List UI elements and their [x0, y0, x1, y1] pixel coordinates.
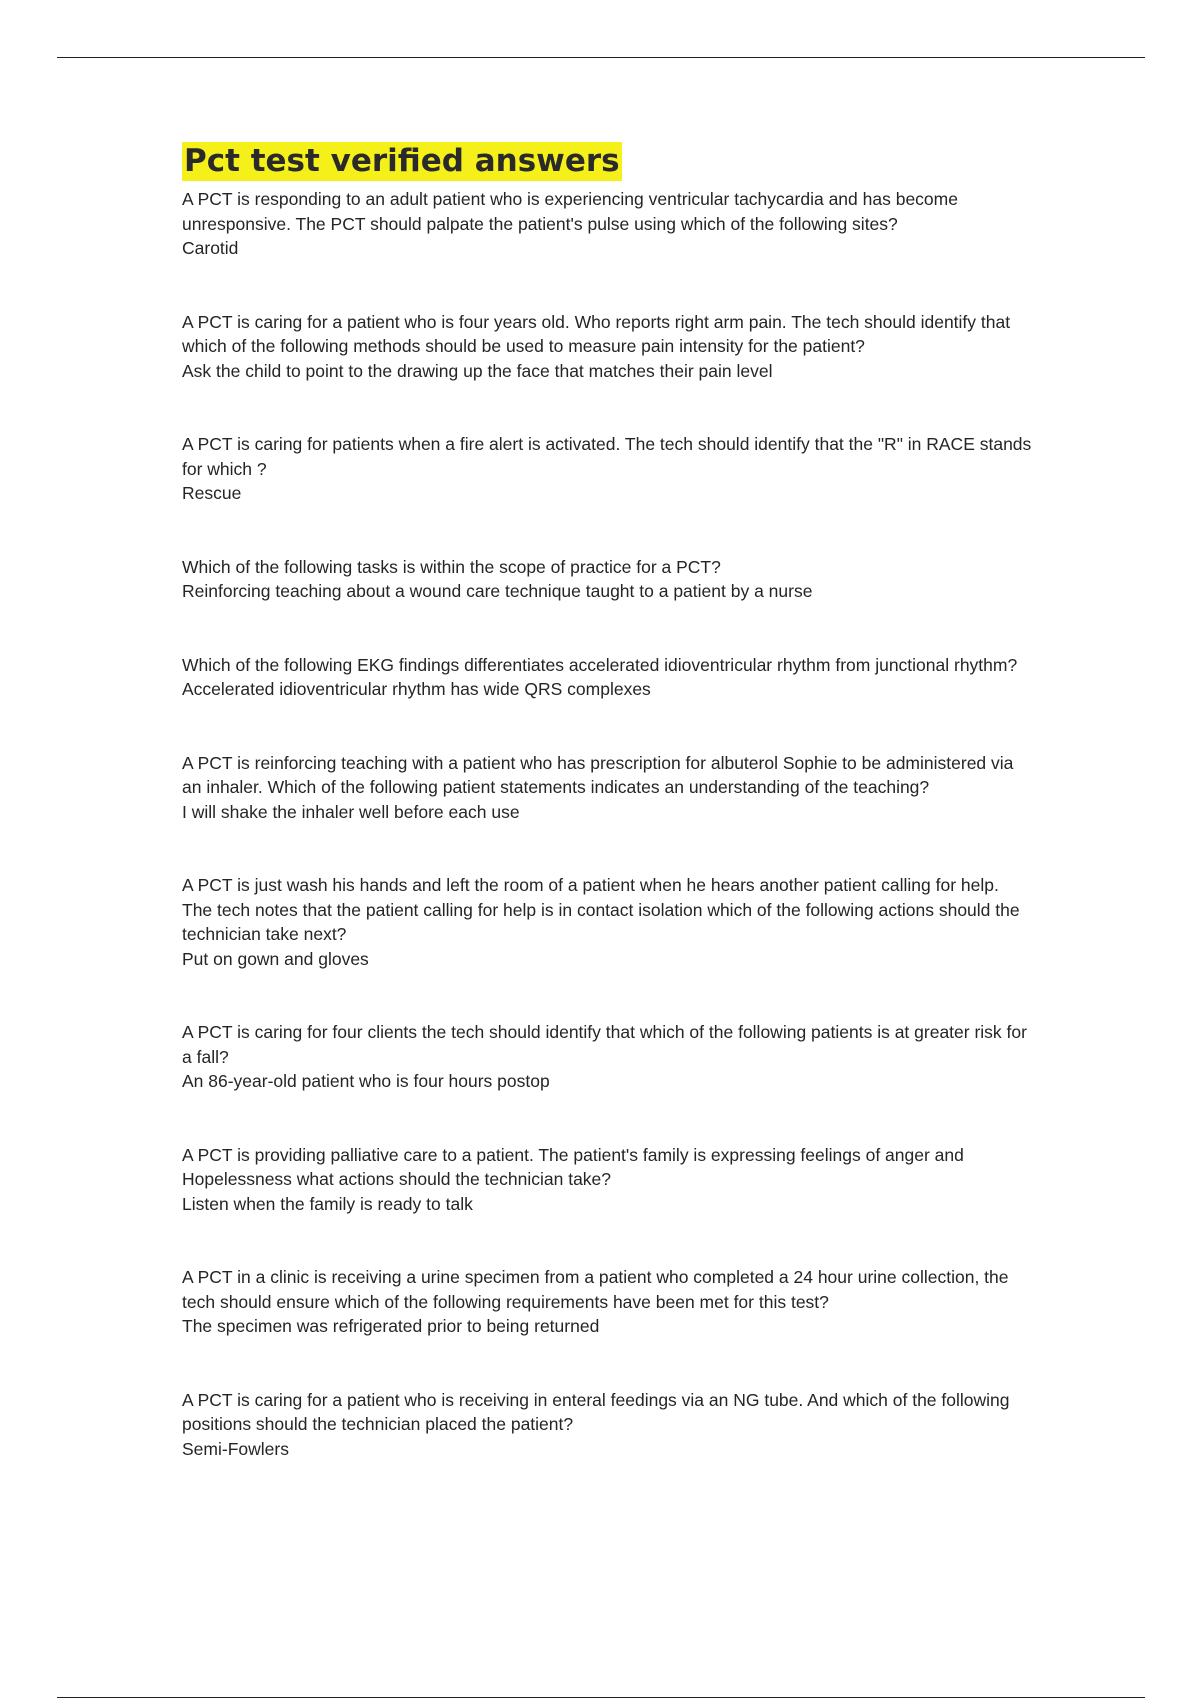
qa-item: [182, 1020, 1032, 1094]
question-text: A PCT in a clinic is receiving a urine specimen from a patient who completed a 24 hour urine collection, the tech should ensure which of the following requirements have been met for this test?: [182, 1267, 1009, 1312]
qa-item: [182, 653, 1032, 702]
answer-text: Carotid: [182, 238, 239, 258]
answer-text: Accelerated idioventricular rhythm has wide QRS complexes: [182, 679, 651, 699]
answer-text: Rescue: [182, 483, 242, 503]
top-rule: [57, 57, 1145, 58]
qa-item: [182, 1388, 1032, 1462]
answer-text: The specimen was refrigerated prior to being returned: [182, 1316, 600, 1336]
answer-text: Reinforcing teaching about a wound care technique taught to a patient by a nurse: [182, 581, 813, 601]
question-text: A PCT is caring for four clients the tech should identify that which of the following patients is at greater risk for a fall?: [182, 1022, 1027, 1067]
qa-item: [182, 555, 1032, 604]
qa-item: [182, 1265, 1032, 1339]
answer-text: Semi-Fowlers: [182, 1438, 289, 1459]
answer-text: Listen when the family is ready to talk: [182, 1193, 473, 1214]
question-text: Which of the following tasks is within the scope of practice for a PCT?: [182, 556, 721, 577]
document-body: [182, 142, 1032, 1510]
qa-item: [182, 1143, 1032, 1217]
question-text: A PCT is caring for patients when a fire alert is activated. The tech should identify that the "R" in RACE stands for which ?: [182, 434, 1032, 479]
qa-item: [182, 751, 1032, 825]
qa-item: [182, 187, 1032, 261]
question-text: A PCT is providing palliative care to a patient. The patient's family is expressing feelings of anger and Hopelessness what actions should the technician take?: [182, 1144, 964, 1189]
answer-text: Ask the child to point to the drawing up the face that matches their pain level: [182, 360, 773, 381]
question-text: A PCT is caring for a patient who is receiving in enteral feedings via an NG tube. And which of the following positions should the technician placed the patient?: [182, 1389, 1010, 1434]
qa-item: [182, 873, 1032, 971]
question-text: A PCT is reinforcing teaching with a patient who has prescription for albuterol Sophie to be administered via an inhaler. Which of the following patient statements indicates an understanding of the teaching?: [182, 752, 1014, 797]
answer-text: An 86-year-old patient who is four hours postop: [182, 1071, 550, 1091]
question-text: A PCT is just wash his hands and left the room of a patient when he hears another patient calling for help. The tech notes that the patient calling for help is in contact isolation which of the following actions should the technician take next?: [182, 875, 1020, 944]
answer-text: Put on gown and gloves: [182, 948, 369, 969]
document-title: Pct test verified answers: [184, 143, 620, 179]
question-text: A PCT is caring for a patient who is four years old. Who reports right arm pain. The tech should identify that which of the following methods should be used to measure pain intensity for the patient?: [182, 311, 1011, 356]
question-text: Which of the following EKG findings differentiates accelerated idioventricular rhythm from junctional rhythm?: [182, 654, 1018, 675]
qa-item: [182, 432, 1032, 506]
bottom-rule: [57, 1697, 1145, 1698]
qa-item: [182, 310, 1032, 384]
question-text: A PCT is responding to an adult patient who is experiencing ventricular tachycardia and has become unresponsive. The PCT should palpate the patient's pulse using which of the following sites?: [182, 189, 958, 234]
answer-text: I will shake the inhaler well before each use: [182, 801, 520, 822]
